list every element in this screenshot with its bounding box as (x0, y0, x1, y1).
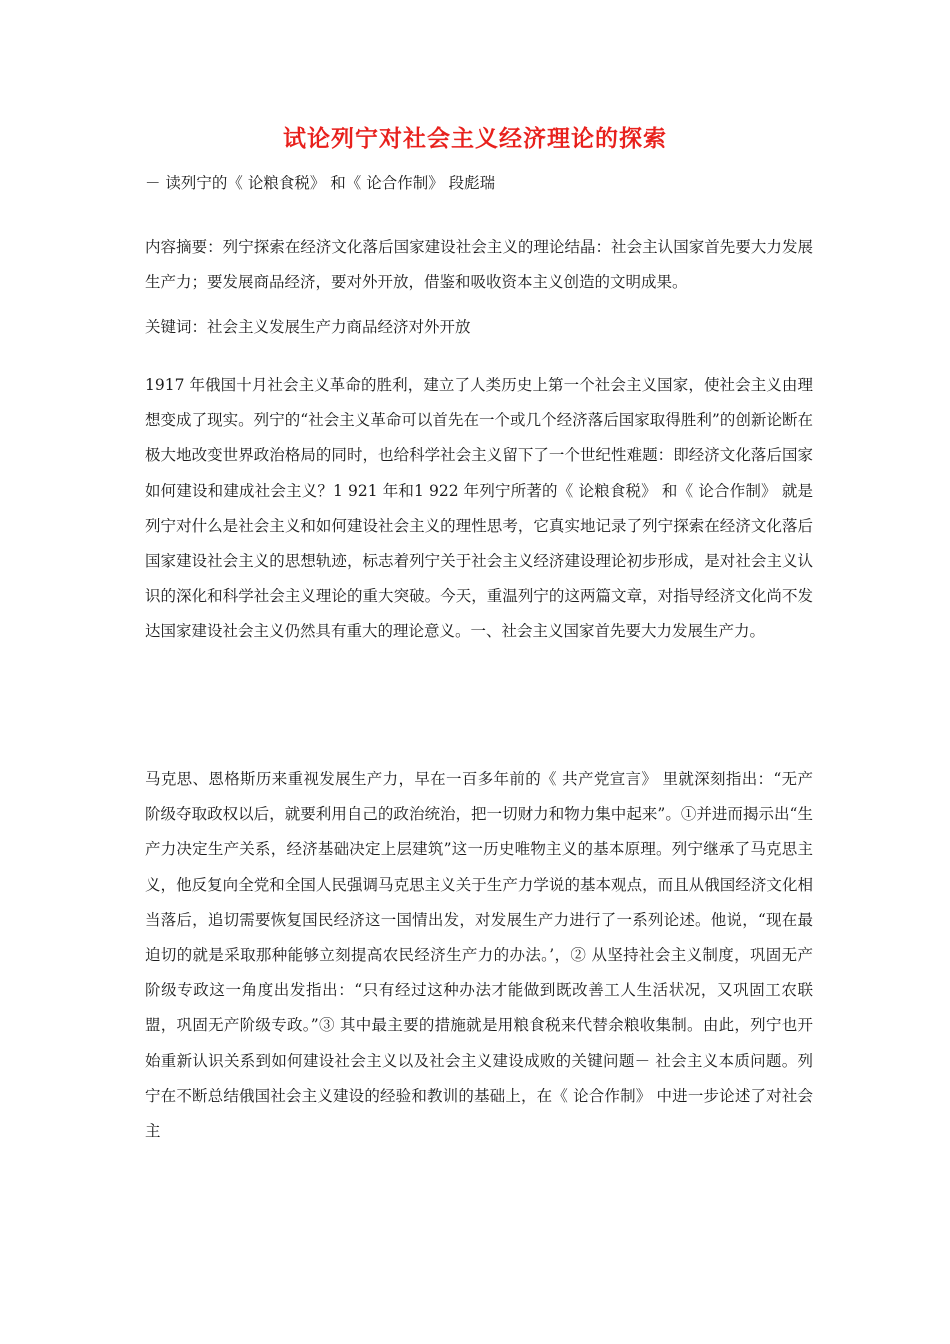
document-subtitle: － 读列宁的《 论粮食税》 和《 论合作制》 段彪瑞 (145, 174, 496, 192)
keywords-line: 关键词：社会主义发展生产力商品经济对外开放 (145, 318, 471, 336)
document-title: 试论列宁对社会主义经济理论的探索 (283, 126, 667, 152)
body-paragraph-2: 马克思、恩格斯历来重视发展生产力，早在一百多年前的《 共产党宣言》 里就深刻指出：“无产阶级夺取政权以后，就要利用自己的政治统治，把一切财力和物力集中起来”。①并进而揭示出“生产力决定生产关系，经济基础决定上层建筑”这一历史唯物主义的基本原理。列宁继承了马克思主义，他反复向全党和全国人民强调马克思主义关于生产力学说的基本观点，而且从俄国经济文化相当落后，追切需要恢复国民经济这一国情出发，对发展生产力进行了一系列论述。他说，“现在最迫切的就是采取那种能够立刻提高农民经济生产力的办法。’，② 从坚持社会主义制度，巩固无产阶级专政这一角度出发指出：“只有经过这种办法才能做到既改善工人生活状况，又巩固工农联盟，巩固无产阶级专政。”③ 其中最主要的措施就是用粮食税来代替余粮收集制。由此，列宁也开始重新认识关系到如何建设社会主义以及社会主义建设成败的关键问题－ 社会主义本质问题。列宁在不断总结俄国社会主义建设的经验和教训的基础上，在《 论合作制》 中进一步论述了对社会主 (145, 770, 813, 1141)
abstract-paragraph: 内容摘要：列宁探索在经济文化落后国家建设社会主义的理论结晶：社会主认国家首先要大力发展生产力；要发展商品经济，要对外开放，借鉴和吸收资本主义创造的文明成果。 (145, 238, 813, 292)
body-paragraph-1: 1917 年俄国十月社会主义革命的胜利，建立了人类历史上第一个社会主义国家，使社会主义由理想变成了现实。列宁的“社会主义革命可以首先在一个或几个经济落后国家取得胜利”的创新论断在极大地改变世界政治格局的同时，也给科学社会主义留下了一个世纪性难题：即经济文化落后国家如何建设和建成社会主义？1 921 年和1 922 年列宁所著的《 论粮食税》 和《 论合作制》 就是列宁对什么是社会主义和如何建设社会主义的理性思考，它真实地记录了列宁探索在经济文化落后国家建设社会主义的思想轨迹，标志着列宁关于社会主义经济建设理论初步形成，是对社会主义认识的深化和科学社会主义理论的重大突破。今天，重温列宁的这两篇文章，对指导经济文化尚不发达国家建设社会主义仍然具有重大的理论意义。一、社会主义国家首先要大力发展生产力。 (145, 376, 813, 641)
